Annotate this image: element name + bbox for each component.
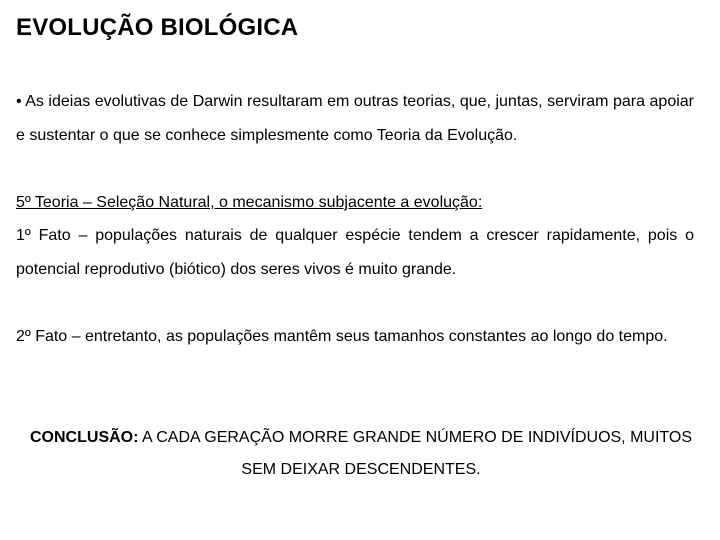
fact-one-paragraph: 1º Fato – populações naturais de qualquer espécie tendem a crescer rapidamente, pois o potencial reprodutivo (biótico) dos seres vivos é muito grande.	[16, 227, 694, 278]
conclusion-text: A CADA GERAÇÃO MORRE GRANDE NÚMERO DE INDIVÍDUOS, MUITOS SEM DEIXAR DESCENDENTES.	[138, 429, 692, 478]
fact-two-paragraph: 2º Fato – entretanto, as populações mantêm seus tamanhos constantes ao longo do tempo.	[16, 328, 668, 345]
conclusion-paragraph	[16, 422, 706, 486]
conclusion-label: CONCLUSÃO:	[30, 429, 139, 446]
intro-paragraph: • As ideias evolutivas de Darwin resultaram em outras teorias, que, juntas, serviram para apoiar e sustentar o que se conhece simplesmente como Teoria da Evolução.	[16, 93, 694, 144]
theory-heading: 5º Teoria – Seleção Natural, o mecanismo subjacente a evolução:	[16, 194, 483, 211]
slide-title: EVOLUÇÃO BIOLÓGICA	[16, 14, 299, 41]
